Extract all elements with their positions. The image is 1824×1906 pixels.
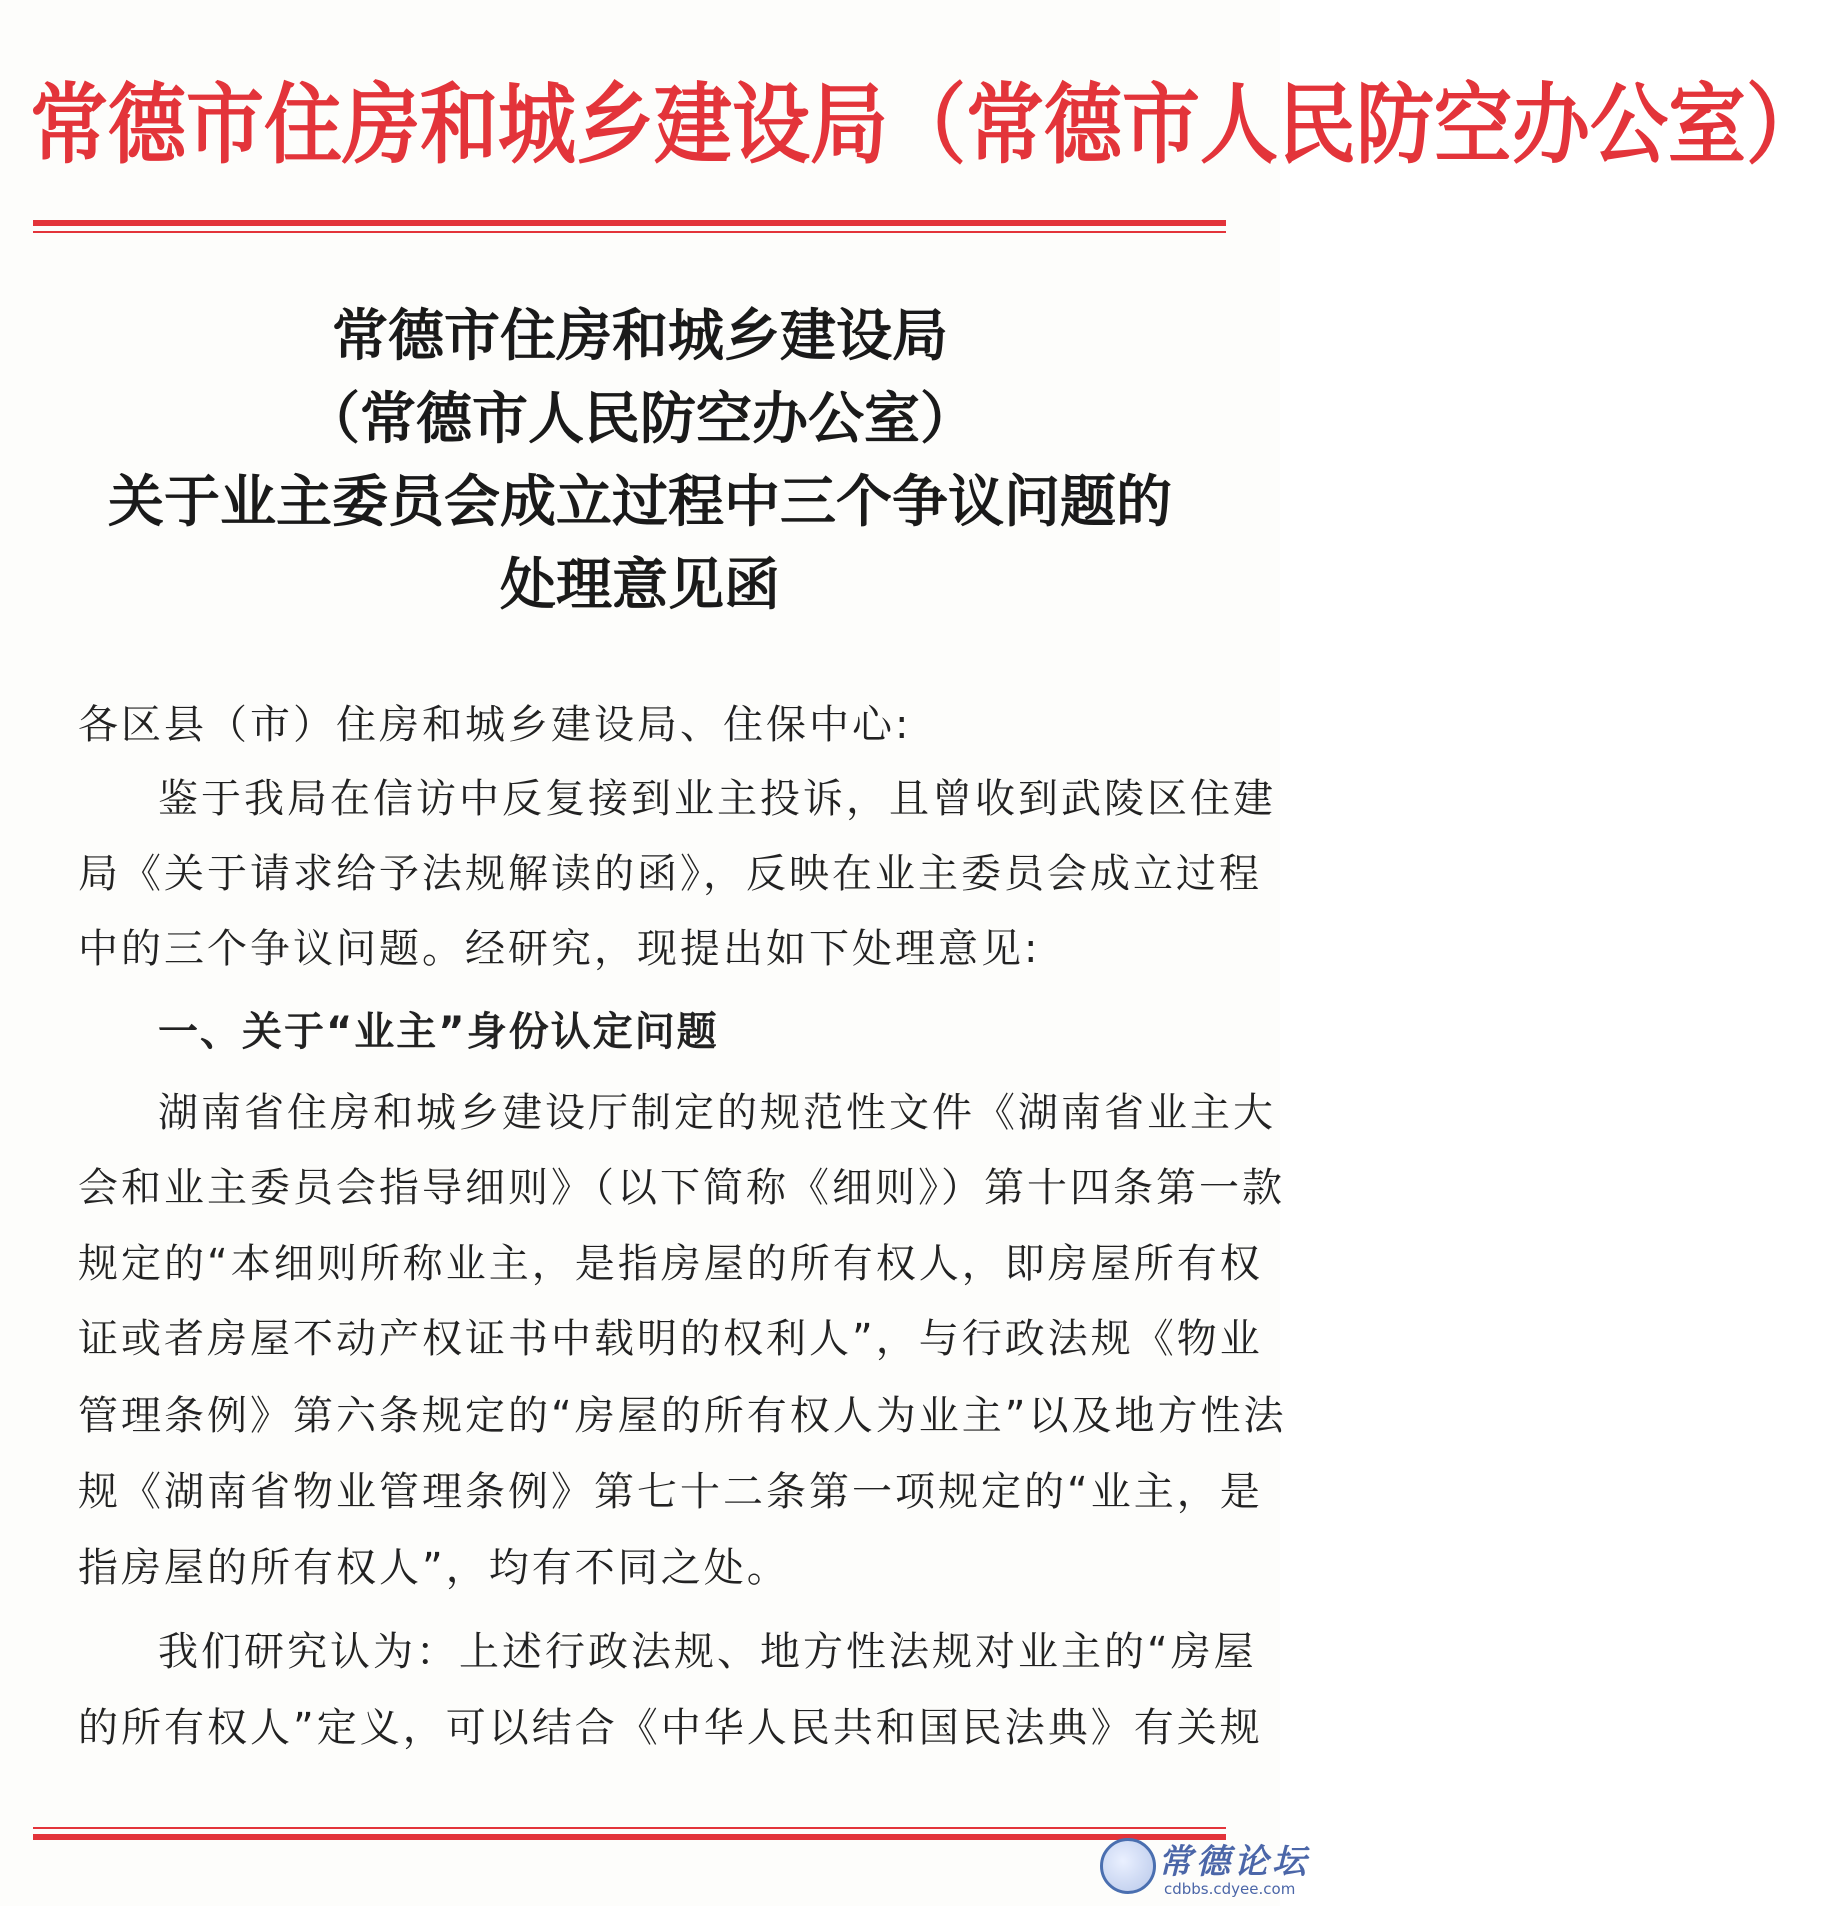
para2-line-5: 管理条例》第六条规定的“房屋的所有权人为业主”以及地方性法 (78, 1393, 1287, 1439)
forum-logo-icon (1100, 1838, 1156, 1894)
para2-line-1: 湖南省住房和城乡建设厅制定的规范性文件《湖南省业主大 (158, 1090, 1276, 1136)
para3-line-2: 的所有权人”定义，可以结合《中华人民共和国民法典》有关规 (78, 1705, 1263, 1751)
doc-title-line-2: （常德市人民防空办公室） (304, 386, 976, 452)
footer-rule-thick (33, 1834, 1226, 1840)
para1-line-2: 局《关于请求给予法规解读的函》，反映在业主委员会成立过程 (78, 851, 1262, 897)
para2-line-7: 指房屋的所有权人”，均有不同之处。 (78, 1545, 790, 1591)
para2-line-3: 规定的“本细则所称业主，是指房屋的所有权人，即房屋所有权 (78, 1241, 1263, 1287)
footer-rule-thin (33, 1827, 1226, 1829)
para2-line-2: 会和业主委员会指导细则》（以下简称《细则》）第十四条第一款 (78, 1165, 1285, 1211)
para2-line-4: 证或者房屋不动产权证书中载明的权利人”，与行政法规《物业 (78, 1316, 1263, 1362)
para1-line-1: 鉴于我局在信访中反复接到业主投诉，且曾收到武陵区住建 (158, 776, 1276, 822)
forum-watermark (1100, 1832, 1310, 1906)
doc-title-line-3: 关于业主委员会成立过程中三个争议问题的 (108, 469, 1172, 535)
watermark-url: cdbbs.cdyee.com (1164, 1880, 1296, 1898)
para2-line-6: 规《湖南省物业管理条例》第七十二条第一项规定的“业主，是 (78, 1469, 1263, 1515)
watermark-title: 常德论坛 (1158, 1842, 1310, 1882)
para1-line-3: 中的三个争议问题。经研究，现提出如下处理意见: (78, 926, 1041, 972)
section-heading-1: 一、关于“业主”身份认定问题 (158, 1009, 719, 1055)
para3-line-1: 我们研究认为：上述行政法规、地方性法规对业主的“房屋 (158, 1629, 1257, 1675)
salutation: 各区县（市）住房和城乡建设局、住保中心: (78, 702, 912, 748)
doc-title-line-1: 常德市住房和城乡建设局 (332, 303, 948, 369)
letterhead-rule-thin (33, 231, 1226, 233)
letterhead-title: 常德市住房和城乡建设局（常德市人民防空办公室） (30, 75, 1824, 177)
doc-title-line-4: 处理意见函 (500, 552, 780, 618)
letterhead-rule-thick (33, 220, 1226, 226)
